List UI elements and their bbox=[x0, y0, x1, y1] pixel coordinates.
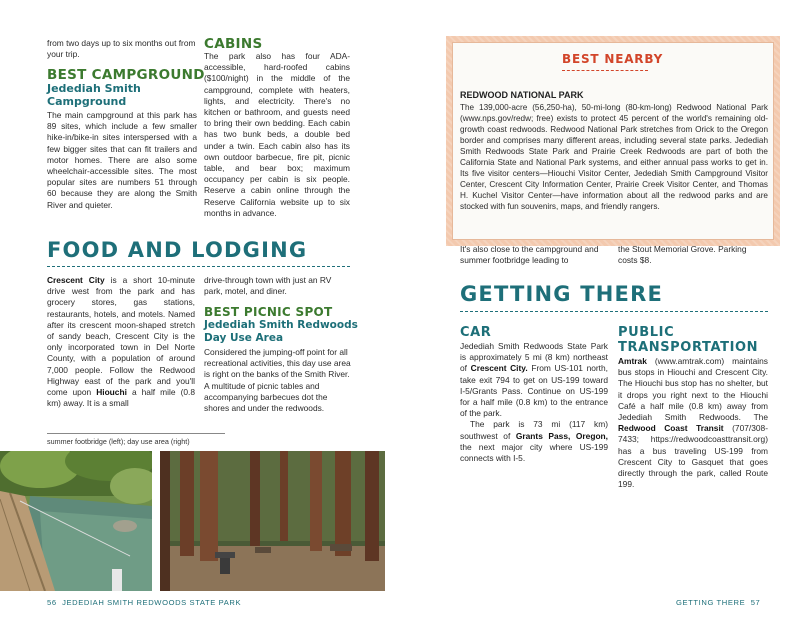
getting-there-heading: GETTING THERE bbox=[460, 282, 664, 306]
text-part: the next major city where US-199 connects with I-5. bbox=[460, 441, 608, 464]
food-lodging-body bbox=[47, 275, 195, 409]
intro-text: from two days up to six months out from your trip. bbox=[47, 38, 196, 60]
car-heading: CAR bbox=[460, 325, 492, 340]
running-title: JEDEDIAH SMITH REDWOODS STATE PARK bbox=[62, 598, 242, 607]
cabins-heading: CABINS bbox=[204, 36, 263, 52]
best-campground-body: The main campground at this park has 89 sites, which include a few smaller hike-in/bike-in sites interspersed with a few bigger sites that can fit trailers and motor homes. There are also some wheelchair-accessible sites. The most popular sites are numbers 51 through 60 because they are along the Smith River and quieter. bbox=[47, 110, 197, 210]
page-number: 56 bbox=[47, 598, 57, 607]
transit-bold: Redwood Coast Transit bbox=[618, 423, 724, 434]
hiouchi-bold: Hiouchi bbox=[96, 387, 127, 398]
text-part: Jedediah Smith Redwoods State Park is approximately 5 mi (8 km) northeast of bbox=[460, 341, 608, 374]
subheading-line: Campground bbox=[47, 95, 127, 108]
cabins-body: The park also has four ADA-accessible, hard-roofed cabins ($100/night) in the middle of the campground, complete with heaters, lights, and electricity. There's no kitchen or bathroom, and guests need to bring their own bedding. Each cabin has two bunk beds, a double bed under a twin. Each cabin also has its own outdoor barbecue, fire pit, picnic table, and bear box; maximum occupancy per cabin is six people. Reserve a cabin online through the Reserve California website up to six months in advance. bbox=[204, 51, 350, 218]
best-picnic-heading: BEST PICNIC SPOT bbox=[204, 305, 333, 319]
car-body bbox=[460, 341, 608, 464]
section-divider bbox=[47, 266, 350, 267]
food-lodging-col2: drive-through town with just an RV park, motel, and diner. bbox=[204, 275, 332, 297]
heading-line: PUBLIC bbox=[618, 325, 675, 340]
section-divider bbox=[460, 311, 768, 312]
right-footer bbox=[676, 598, 760, 607]
bold-place: Grants Pass, Oregon, bbox=[515, 430, 608, 441]
redwood-np-body: The 139,000-acre (56,250-ha), 50-mi-long (80-km-long) Redwood National Park (www.nps.gov/redw; free) exists to protect 45 percent of the world's remaining old-growth coast redwoods. Redwood National Park stretches from Orick to the Oregon border and comprises many different areas, including several state parks. Jedediah Smith Redwoods State Park and Prairie Creek Redwoods are part of both the California State and National Park systems, and either annual pass works to get in. Its five visitor centers—Hiouchi Visitor Center, Jedediah Smith Campground Visitor Center, Crescent City Information Center, Prairie Creek Visitor Center, and Thomas H. Kuchel Visitor Center—have information about all the redwood parks and are stocked with fun souvenirs, maps, and friendly rangers. bbox=[460, 103, 768, 211]
caption-rule bbox=[47, 433, 225, 434]
car-paragraph-2 bbox=[460, 419, 608, 464]
body-part: is a short 10-minute drive west from the park and has grocery stores, gas stations, restaurants, hotels, and motels. Named after its crescent moon-shaped stretch of sandy beach, Crescent City is the only incorporated town in Del Norte County, with a population of around 7,000 people. Follow the Redwood Highway east of the park and you'll come upon bbox=[47, 275, 195, 398]
photo-caption: summer footbridge (left); day use area (right) bbox=[47, 437, 190, 446]
public-transportation-body bbox=[618, 356, 768, 490]
best-campground-heading: BEST CAMPGROUND bbox=[47, 67, 205, 83]
car-paragraph-1 bbox=[460, 341, 608, 419]
continued-col2: the Stout Memorial Grove. Parking costs $8. bbox=[618, 244, 747, 266]
best-picnic-subheading bbox=[204, 319, 358, 345]
heading-line: TRANSPORTATION bbox=[618, 340, 759, 355]
running-title: GETTING THERE bbox=[676, 598, 746, 607]
day-use-area-photo bbox=[160, 451, 385, 591]
amtrak-bold: Amtrak bbox=[618, 356, 647, 366]
text-part: (707/308-7433; https://redwoodcoasttransit.org) has a bus traveling US-199 from Crescent City to Gasquet that goes directly through the park, called Route 199. bbox=[618, 423, 768, 490]
best-campground-subheading bbox=[47, 82, 141, 108]
crescent-city-bold: Crescent City bbox=[47, 275, 105, 285]
public-transportation-heading bbox=[618, 325, 758, 355]
best-nearby-label: BEST NEARBY bbox=[562, 52, 664, 66]
text-part: The park is 73 mi (117 km) southwest of bbox=[460, 419, 608, 441]
body-part: a half mile (0.8 km) away. It is a small bbox=[47, 387, 195, 409]
footbridge-photo bbox=[0, 451, 152, 591]
subheading-line: Jedediah Smith bbox=[47, 82, 141, 95]
best-picnic-body: Considered the jumping-off point for all recreational activities, this day use area is right on the banks of the Smith River. A multitude of picnic tables and accompanying barbecues dot the shores and under the redwoods. bbox=[204, 347, 351, 414]
food-lodging-heading: FOOD AND LODGING bbox=[47, 238, 308, 262]
best-nearby-underline bbox=[562, 70, 648, 71]
continued-col1: It's also close to the campground and summer footbridge leading to bbox=[460, 244, 599, 266]
text-part: From US-101 north, take exit 794 to get on US-199 toward I-5/Grants Pass. Continue on US-199 for a half mile (0.8 km) to the entrance of the park. bbox=[460, 363, 608, 419]
subheading-line: Jedediah Smith Redwoods bbox=[204, 319, 358, 331]
bold-place: Crescent City. bbox=[470, 363, 528, 374]
subheading-line: Day Use Area bbox=[204, 332, 284, 344]
text-part: (www.amtrak.com) maintains bus stops in Hiouchi and Crescent City. The Hiouchi bus stop has no shelter, but it drops you right next to the Hiouchi Café a half mile (0.8 km) away from Jedediah Smith Redwoods. The bbox=[618, 356, 768, 423]
redwood-np-heading: REDWOOD NATIONAL PARK bbox=[460, 90, 584, 100]
page-number: 57 bbox=[750, 598, 761, 607]
left-footer bbox=[47, 598, 241, 607]
